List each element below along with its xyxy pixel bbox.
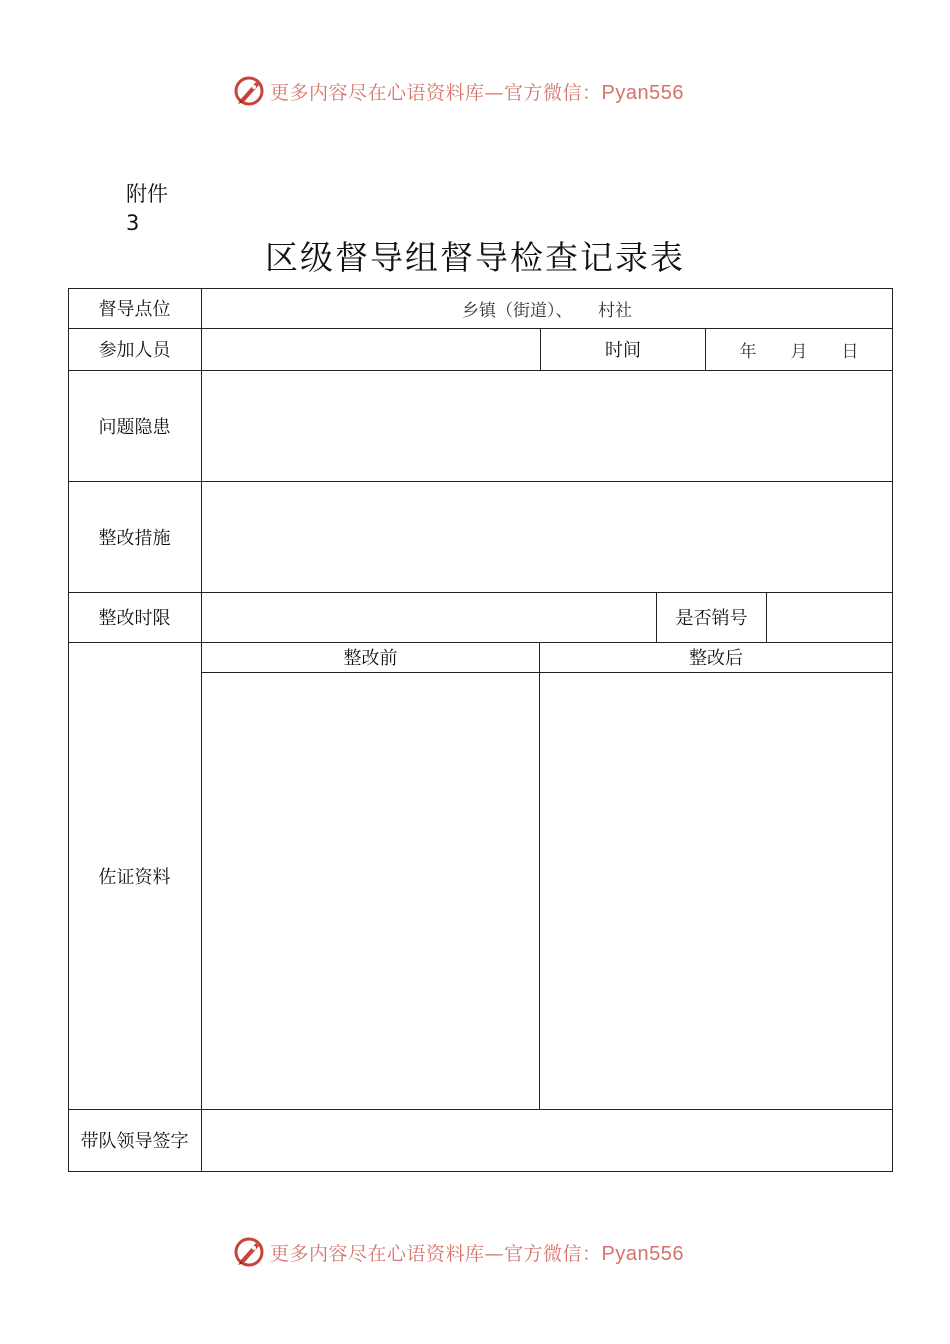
after-header: 整改后 (689, 648, 743, 669)
signature-label: 带队领导签字 (80, 1131, 189, 1152)
location-label: 督导点位 (98, 299, 171, 320)
closed-label: 是否销号 (675, 608, 748, 629)
participants-field[interactable] (202, 328, 540, 370)
watermark-text: 更多内容尽在心语资料库—官方微信：Pyan556 (270, 1242, 684, 1265)
inspection-record-table (68, 288, 893, 1172)
before-header: 整改前 (343, 648, 398, 669)
pen-logo-icon (232, 1235, 266, 1269)
time-label: 时间 (605, 340, 641, 361)
before-evidence-field[interactable] (202, 673, 539, 1109)
after-evidence-field[interactable] (540, 673, 892, 1109)
deadline-field[interactable] (202, 592, 656, 642)
location-field[interactable]: 乡镇（街道）、 村社 (462, 300, 632, 321)
measures-label: 整改措施 (98, 527, 171, 549)
signature-field[interactable] (202, 1109, 892, 1171)
deadline-label: 整改时限 (98, 608, 171, 629)
watermark-footer (232, 1234, 752, 1270)
closed-field[interactable] (767, 592, 892, 642)
evidence-label: 佐证资料 (98, 866, 171, 888)
watermark-text: 更多内容尽在心语资料库—官方微信：Pyan556 (270, 81, 684, 104)
page-title: 区级督导组督导检查记录表 (265, 238, 685, 277)
attachment-label: 附件 3 (126, 182, 168, 235)
measures-field[interactable] (202, 481, 892, 592)
date-field[interactable]: 年 月 日 (739, 341, 859, 362)
pen-logo-icon (232, 74, 266, 108)
watermark-header (232, 73, 752, 109)
issues-label: 问题隐患 (98, 416, 171, 438)
issues-field[interactable] (202, 370, 892, 481)
participants-label: 参加人员 (98, 340, 171, 361)
